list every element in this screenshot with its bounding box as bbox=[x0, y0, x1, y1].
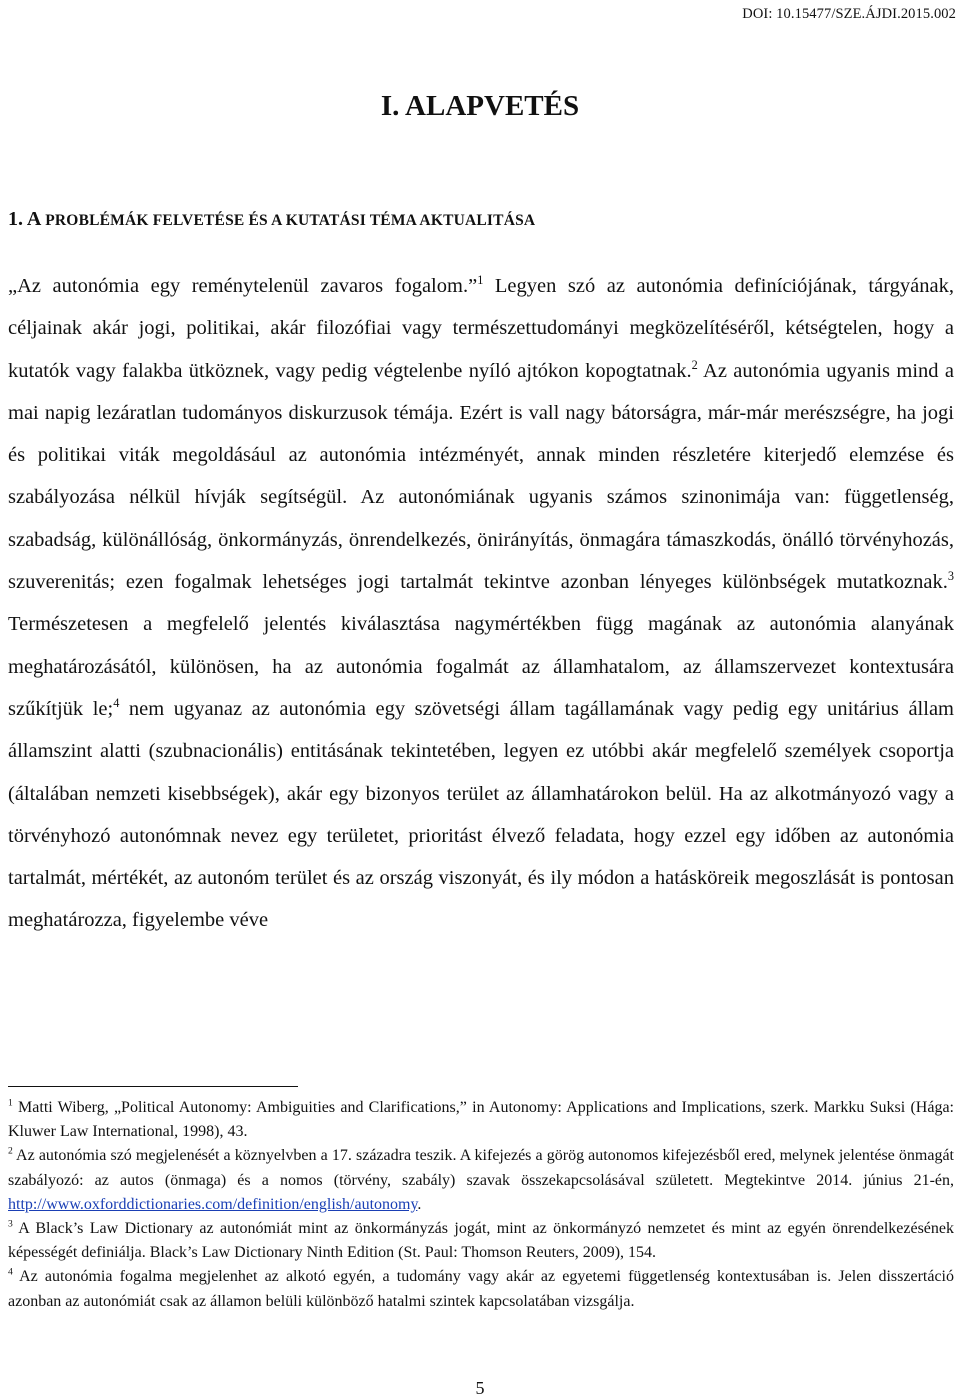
footnote-1 bbox=[8, 1096, 954, 1144]
body-text-part-4: Természetesen a megfelelő jelentés kiválasztása nagymértékben függ magának az autonómia alanyának meghatározásától, különösen, ha az autonómia fogalmát az államhatalom, az államszervezet kontextusára szűkítjük le; bbox=[8, 613, 954, 720]
footnote-2 bbox=[8, 1144, 954, 1217]
footnote-3 bbox=[8, 1217, 954, 1265]
footnote-2-end: . bbox=[417, 1195, 422, 1213]
footnotes bbox=[8, 1096, 954, 1314]
footnote-4-text: Az autonómia fogalma megjelenhet az alkotó egyén, a tudomány vagy akár az egyetemi függetlenség kontextusában is. Jelen disszertáció azonban az autonómiát csak az államon belüli különböző hatalmi szintek kapcsolatában vizsgálja. bbox=[8, 1268, 954, 1310]
section-title-text: PROBLÉMÁK FELVETÉSE ÉS A KUTATÁSI TÉMA AKTUALITÁSA bbox=[45, 212, 536, 229]
footnote-3-text: A Black’s Law Dictionary az autonómiát mint az önkormányzás jogát, mint az önkormányzó nemzetet és mint az egyén önrendelkezésének képességét definiálja. Black’s Law Dictionary Ninth Edition (St. Paul: Thomson Reuters, 2009), 154. bbox=[8, 1220, 954, 1262]
footnote-2-mark: 2 bbox=[8, 1146, 13, 1158]
footnote-separator bbox=[8, 1086, 298, 1087]
footnote-ref-3[interactable]: 3 bbox=[947, 569, 954, 584]
footnote-ref-4[interactable]: 4 bbox=[113, 696, 120, 711]
footnote-ref-2[interactable]: 2 bbox=[691, 357, 698, 372]
footnote-4 bbox=[8, 1265, 954, 1313]
footnote-2-link[interactable]: http://www.oxforddictionaries.com/definition/english/autonomy bbox=[8, 1195, 418, 1213]
footnote-2-text: Az autonómia szó megjelenését a köznyelvben a 17. századra teszik. A kifejezés a görög autonomos kifejezésből ered, melynek jelentése önmagát szabályozó: az autos (önmaga) és a nomos (törvény, szabály) szavak összekapcsolásával született. Megtekintve 2014. június 21-én, bbox=[8, 1147, 954, 1189]
section-number: 1. A bbox=[8, 208, 41, 230]
doi-header: DOI: 10.15477/SZE.ÁJDI.2015.002 bbox=[742, 6, 956, 22]
section-title bbox=[8, 208, 535, 231]
footnote-1-text: Matti Wiberg, „Political Autonomy: Ambiguities and Clarifications,” in Autonomy: Applications and Implications, szerk. Markku Suksi (Hága: Kluwer Law International, 1998), 43. bbox=[8, 1099, 954, 1141]
chapter-title: I. ALAPVETÉS bbox=[380, 90, 580, 122]
opening-quote: „Az autonómia egy reménytelenül zavaros fogalom.” bbox=[8, 275, 478, 297]
footnote-3-mark: 3 bbox=[8, 1218, 13, 1230]
page-number: 5 bbox=[475, 1378, 485, 1398]
footnote-ref-1[interactable]: 1 bbox=[477, 273, 484, 288]
body-text-part-2: Legyen szó az autonómia definíciójának, tárgyának, céljainak akár jogi, politikai, akár filozófiai vagy természettudományi megközelítéséről, kétségtelen, hogy a kutatók vagy falakba ütköznek, vagy pedig végtelenbe nyíló ajtókon kopogtatnak. bbox=[8, 275, 954, 382]
footnote-1-mark: 1 bbox=[8, 1097, 13, 1109]
body-text-part-5: nem ugyanaz az autonómia egy szövetségi állam tagállamának vagy pedig egy unitárius állam államszint alatti (szubnacionális) entitásának tekintetében, legyen ez utóbbi akár megfelelő személyek csoportja (általában nemzeti kisebbségek), akár egy bizonyos terület az államhatárokon belül. Ha az alkotmányozó vagy a törvényhozó autonómnak nevez egy területet, prioritást élvező feladata, hogy ezzel egy időben az autonómia tartalmát, mértékét, az autonóm terület és az ország viszonyát, és ily módon a hatásköreik megoszlását is pontosan meghatározza, figyelembe véve bbox=[8, 697, 954, 932]
body-paragraph bbox=[8, 265, 954, 942]
body-text-part-3: Az autonómia ugyanis mind a mai napig lezáratlan tudományos diskurzusok témája. Ezért is vall nagy bátorságra, már-már merészségre, ha jogi és politikai viták megoldásául az autonómia intézményét, annak minden részletére kiterjedő elemzése és szabályozása nélkül hívják segítségül. Az autonómiának ugyanis számos szinonimája van: függetlenség, szabadság, különállóság, önkormányzás, önrendelkezés, önirányítás, önmagára támaszkodás, önálló törvényhozás, szuverenitás; ezen fogalmak lehetséges jogi tartalmát tekintve azonban lényeges különbségek mutatkoznak. bbox=[8, 359, 954, 594]
footnote-4-mark: 4 bbox=[8, 1267, 13, 1279]
